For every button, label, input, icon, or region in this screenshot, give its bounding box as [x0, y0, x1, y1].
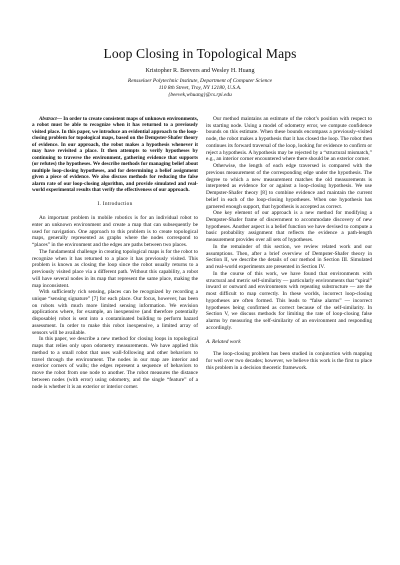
intro-paragraph-4: In this paper, we describe a new method for closing loops in topological maps that relies only upon odometry measurements. We have applied this method to a small robot that uses wall-following and other behaviors to travel through the environment. The nodes in our map are interior and exterior corners of walls; the edges represent a sequence of behaviors to move the robot from one node to another. The robot measures the distance between nodes (with error) using odometry, and the single “feature” of a node is whether it is an exterior or interior corner. — [32, 336, 198, 390]
right-paragraph-2: Otherwise, the length of each edge traversed is compared with the previous measurement of the corresponding edge under the hypothesis. The degree to which a new measurement matches the old measurements is interpreted as evidence for or against a loop-closing hypothesis. We use Dempster-Shafer theory [8] to combine evidence and maintain the current belief in each of the loop-closing hypotheses. When one hypothesis has garnered enough support, that hypothesis is accepted as correct. — [206, 163, 372, 210]
intro-paragraph-3: With sufficiently rich sensing, places can be recognized by recording a unique “sensing signature” [7] for each place. Our focus, however, has been on robots with much more limited sensing information. We envision applications where, for example, an inexpensive (and therefore potentially disposable) robot is sent into a contaminated building to perform hazard assessment. In order to make this robot inexpensive, a limited array of sensors will be available. — [32, 289, 198, 336]
right-paragraph-3: One key element of our approach is a new method for modifying a Dempster-Shafer frame of discernment to accommodate discovery of new hypotheses. Another aspect is a belief function we have devised to compute a basic probability assignment that reflects the evidence a path-length measurement provides over all sets of hypotheses. — [206, 210, 372, 244]
intro-paragraph-1: An important problem in mobile robotics is for an individual robot to enter an unknown environment and create a map that can subsequently be used for navigation. One approach to this problem is to create topological maps, generally represented as graphs where the nodes correspond to “places” in the environment and the edges are paths between two places. — [32, 215, 198, 249]
paper-title: Loop Closing in Topological Maps — [103, 46, 297, 61]
related-work-paragraph: The loop-closing problem has been studied in conjunction with mapping for well over two decades; however, we believe this work is the first to place this problem in a decision theoretic framework. — [206, 351, 372, 371]
subsection-heading-related-work: A. Related work — [206, 338, 241, 345]
abstract — [32, 116, 198, 193]
intro-paragraph-2: The fundamental challenge in creating topological maps is for the robot to recognize when it has returned to a place it has previously visited. This problem is known as closing the loop since the robot usually returns to a previously visited place via a different path. Without this capability, a robot will have several nodes in its map that represent the same place, making the map inconsistent. — [32, 248, 198, 289]
affiliation-line-1: Rensselaer Polytechnic Institute, Department of Computer Science — [127, 78, 273, 84]
section-heading-introduction: I. Introduction — [97, 201, 133, 208]
affiliation-line-2: 110 8th Street, Troy, NY 12180, U.S.A. — [158, 84, 242, 91]
paper-authors: Kristopher R. Beevers and Wesley H. Huang — [145, 68, 255, 74]
right-paragraph-1: Our method maintains an estimate of the robot’s position with respect to its starting node. Using a model of odometry error, we compute confidence bounds on this estimate. When these bounds encompass a previously-visited node, the robot makes a hypothesis that it has closed the loop. The robot then continues its forward traversal of the loop, looking for evidence to confirm or reject a hypothesis. A hypothesis may be rejected by a “structural mismatch,” e.g., an interior corner encountered where there should be an exterior corner. — [206, 116, 372, 163]
abstract-text: — In order to create consistent maps of unknown environments, a robot must be able to recognize when it has returned to a previously visited place. In this paper, we introduce an evidential approach to the loop-closing problem for topological maps, based on the Dempster-Shafer theory of evidence. In our approach, the robot makes a hypothesis whenever it may have revisited a place. It then attempts to verify hypotheses by continuing to traverse the environment, gathering evidence that supports (or refutes) the hypotheses. We describe methods for managing belief about multiple loop-closing hypotheses, and for determining a belief assignment given a piece of evidence. We also discuss methods for reducing the false alarm rate of our loop-closing algorithm, and provide simulated and real-world experimental results that verify the effectiveness of our approach. — [32, 116, 198, 193]
right-paragraph-4: In the remainder of this section, we review related work and our assumptions. Then, after a brief overview of Dempster-Shafer theory in Section II, we describe the details of our method in Section III. Simulated and real-world experiments are presented in Section IV. — [206, 243, 372, 271]
author-affiliation — [0, 78, 400, 98]
author-emails: {beevek,whuang}@cs.rpi.edu — [168, 91, 232, 98]
abstract-lead: Abstract — [39, 116, 57, 122]
right-paragraph-5: In the course of this work, we have found that environments with structural and metric self-similarity — particularly environments that “spiral” inward or outward and environments with repeating substructure — are the most difficult to map correctly. In these worlds, incorrect loop-closing hypotheses are often formed. This leads to “false alarms” — incorrect hypotheses being confirmed as correct because of the self-similarity. In Section V, we discuss methods for limiting the rate of loop-closing false alarms by measuring the self-similarity of an environment and responding accordingly. — [206, 270, 372, 331]
left-column — [32, 116, 198, 390]
right-column — [206, 116, 372, 371]
